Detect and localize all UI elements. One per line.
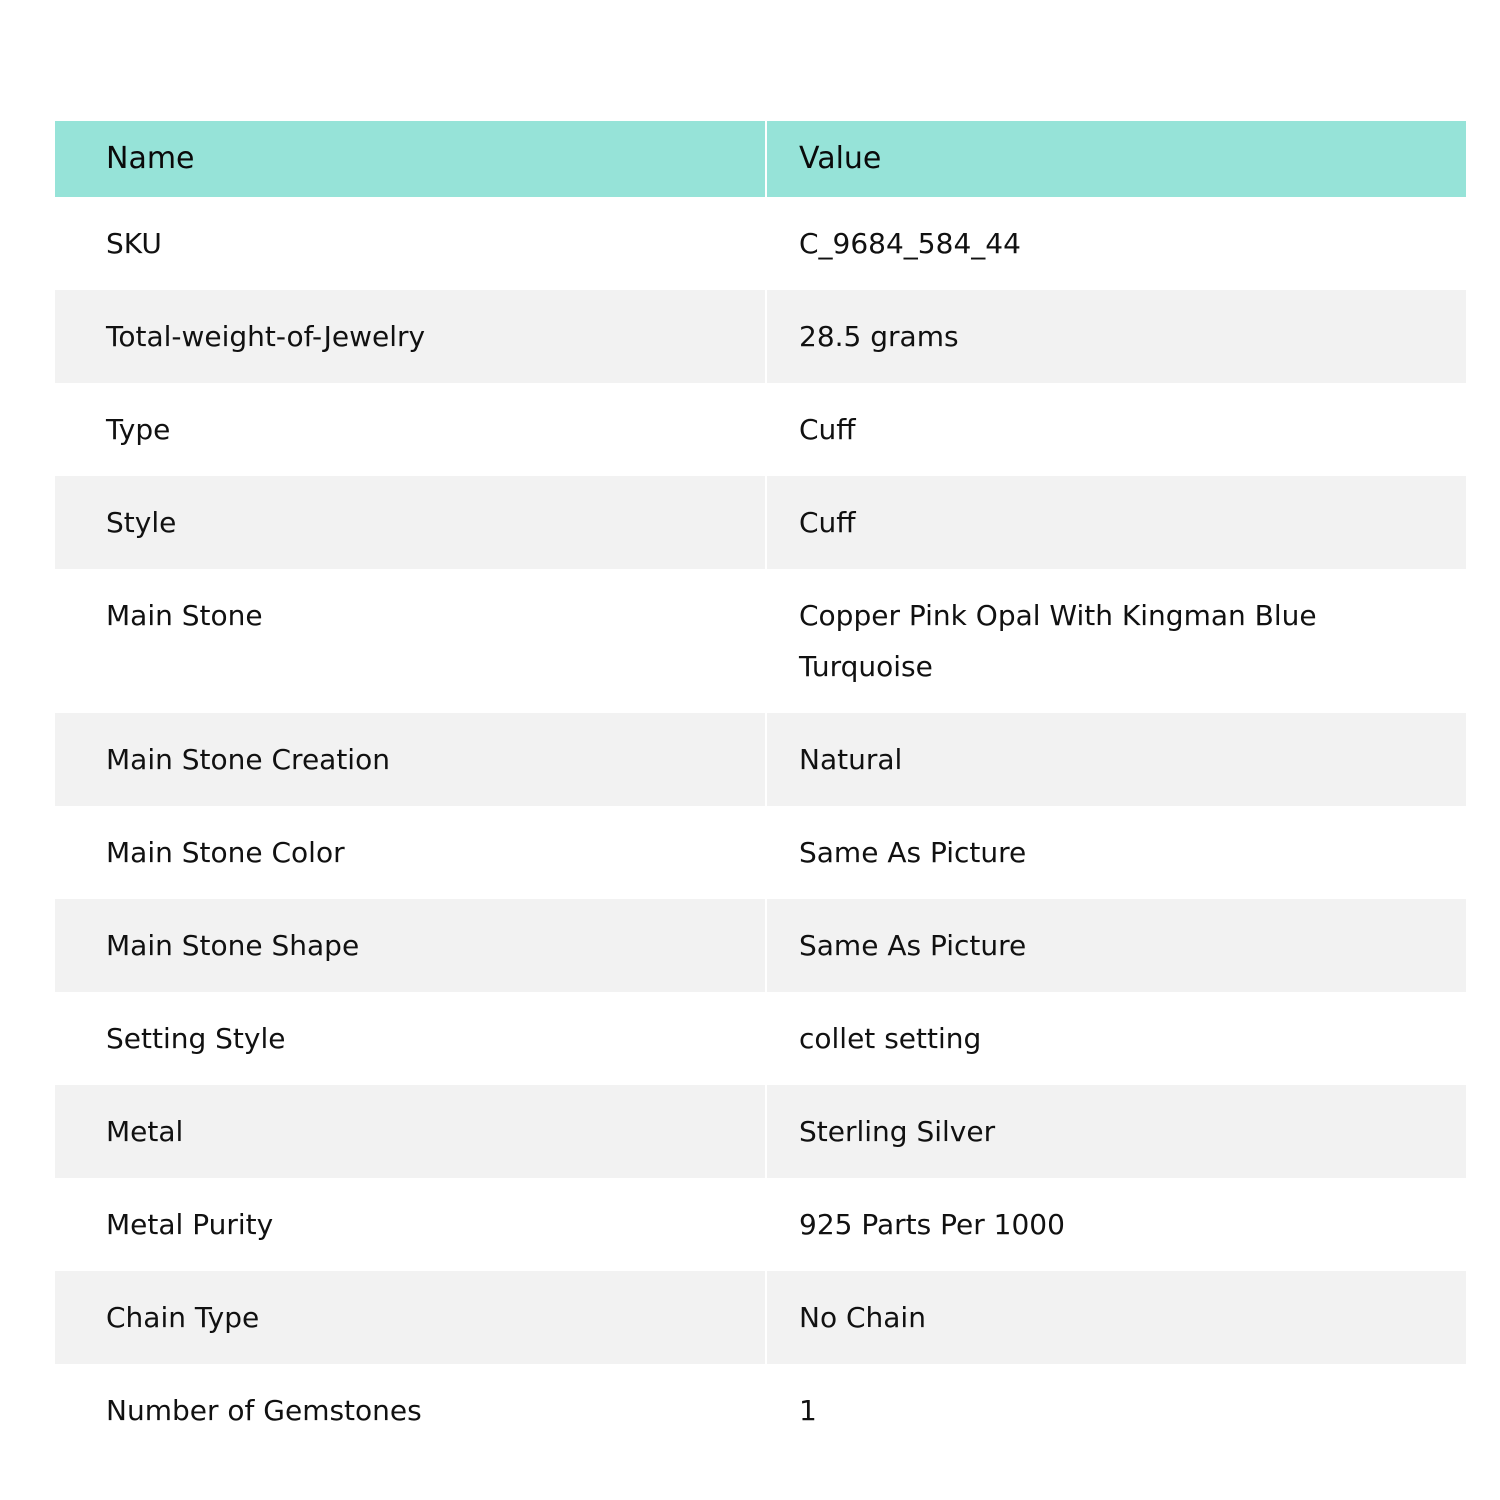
table-row [55, 713, 1466, 806]
row-value-cell: collet setting [766, 992, 1466, 1085]
table-row [55, 899, 1466, 992]
table-row [55, 1364, 1466, 1457]
table-row [55, 383, 1466, 476]
row-value-cell: Cuff [766, 476, 1466, 569]
table-header-row [55, 121, 1466, 197]
row-value-cell: No Chain [766, 1271, 1466, 1364]
column-header-name: Name [55, 121, 766, 197]
row-value-cell: Same As Picture [766, 806, 1466, 899]
row-name-cell: Type [55, 383, 766, 476]
table-row [55, 1178, 1466, 1271]
row-value-cell: Cuff [766, 383, 1466, 476]
table-row [55, 290, 1466, 383]
table-row [55, 197, 1466, 290]
row-name-cell: SKU [55, 197, 766, 290]
product-spec-table [55, 121, 1466, 1457]
column-header-value: Value [766, 121, 1466, 197]
row-name-cell: Main Stone Creation [55, 713, 766, 806]
row-name-cell: Metal [55, 1085, 766, 1178]
row-value-cell: 1 [766, 1364, 1466, 1457]
table-row [55, 569, 1466, 713]
row-name-cell: Setting Style [55, 992, 766, 1085]
row-value-cell: Sterling Silver [766, 1085, 1466, 1178]
table-row [55, 1085, 1466, 1178]
row-value-cell: Natural [766, 713, 1466, 806]
row-name-cell: Main Stone [55, 569, 766, 713]
row-name-cell: Number of Gemstones [55, 1364, 766, 1457]
table-row [55, 1271, 1466, 1364]
row-value-cell: 925 Parts Per 1000 [766, 1178, 1466, 1271]
row-value-cell: 28.5 grams [766, 290, 1466, 383]
table-row [55, 992, 1466, 1085]
row-name-cell: Total-weight-of-Jewelry [55, 290, 766, 383]
row-value-cell: Same As Picture [766, 899, 1466, 992]
row-name-cell: Metal Purity [55, 1178, 766, 1271]
row-name-cell: Main Stone Shape [55, 899, 766, 992]
row-name-cell: Main Stone Color [55, 806, 766, 899]
table-row [55, 806, 1466, 899]
table-row [55, 476, 1466, 569]
row-name-cell: Chain Type [55, 1271, 766, 1364]
row-value-cell: Copper Pink Opal With Kingman Blue Turquoise [766, 569, 1466, 713]
row-name-cell: Style [55, 476, 766, 569]
row-value-cell: C_9684_584_44 [766, 197, 1466, 290]
